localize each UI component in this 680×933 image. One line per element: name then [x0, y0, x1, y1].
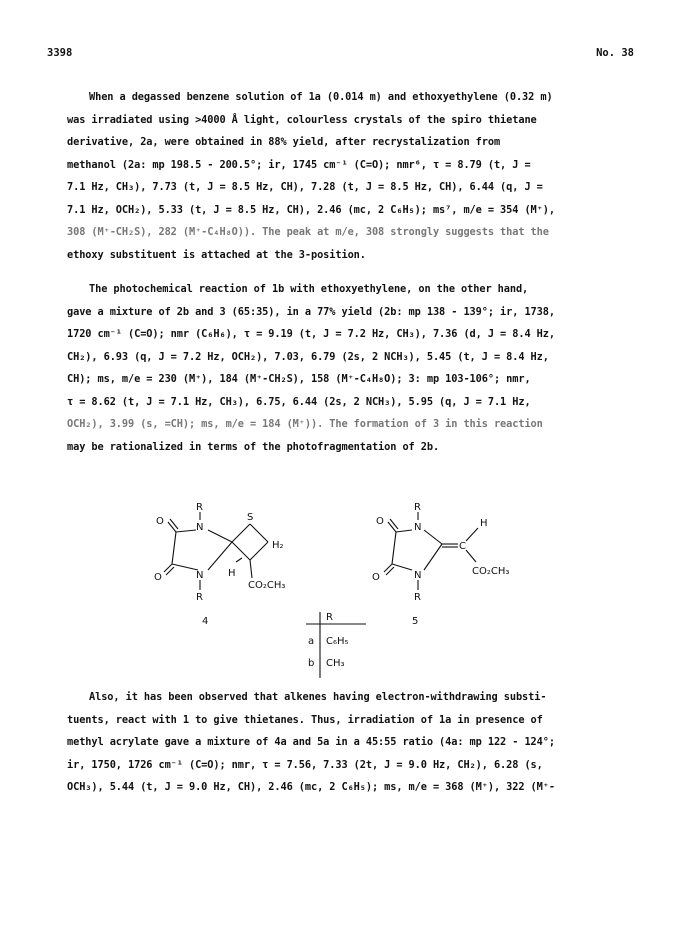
c4-r-bottom: R	[196, 592, 203, 603]
c4-n-bottom: N	[196, 570, 204, 581]
paragraph-2	[67, 278, 627, 458]
text-line: may be rationalized in terms of the photofragmentation of 2b.	[67, 440, 440, 453]
r-table-value-a: C₆H₅	[326, 636, 349, 647]
text-line: 7.1 Hz, OCH₂), 5.33 (t, J = 8.5 Hz, CH), 2.46 (mc, 2 C₆H₅); ms⁷, m/e = 354 (M⁺),	[67, 203, 555, 216]
journal-issue: No. 38	[596, 47, 634, 59]
c5-ester: CO₂CH₃	[472, 566, 510, 577]
c4-h2: H₂	[272, 540, 284, 551]
c5-o-bottom: O	[372, 572, 380, 583]
c5-r-top: R	[414, 502, 421, 513]
text-line: methyl acrylate gave a mixture of 4a and 5a in a 45:55 ratio (4a: mp 122 - 124°;	[67, 736, 555, 748]
compound-5-label: 5	[412, 616, 419, 627]
structures-svg	[140, 484, 580, 684]
text-line: derivative, 2a, were obtained in 88% yield, after recrystalization from	[67, 136, 501, 148]
text-line: was irradiated using >4000 Å light, colourless crystals of the spiro thietane	[67, 113, 537, 126]
text-line: CH); ms, m/e = 230 (M⁺), 184 (M⁺-CH₂S), 158 (M⁺-C₄H₈O); 3: mp 103-106°; nmr,	[67, 373, 531, 385]
c4-r-top: R	[196, 502, 203, 513]
text-line: methanol (2a: mp 198.5 - 200.5°; ir, 1745 cm⁻¹ (C=O); nmr⁶, τ = 8.79 (t, J =	[67, 158, 531, 171]
text-line: Also, it has been observed that alkenes having electron-withdrawing substi-	[89, 691, 547, 703]
text-line: 308 (M⁺-CH₂S), 282 (M⁺-C₄H₈O)). The peak at m/e, 308 strongly suggests that the	[67, 226, 549, 238]
compound-4-label: 4	[202, 616, 209, 627]
text-line: τ = 8.62 (t, J = 7.1 Hz, CH₃), 6.75, 6.44 (2s, 2 NCH₃), 5.95 (q, J = 7.1 Hz,	[67, 395, 531, 408]
chemical-structures-figure	[140, 484, 580, 684]
c5-n-top: N	[414, 522, 422, 533]
text-line: 1720 cm⁻¹ (C=O); nmr (C₆H₆), τ = 9.19 (t, J = 7.2 Hz, CH₃), 7.36 (d, J = 8.4 Hz,	[67, 328, 555, 340]
c5-o-top: O	[376, 516, 384, 527]
c4-o-top: O	[156, 516, 164, 527]
text-line: gave a mixture of 2b and 3 (65:35), in a 77% yield (2b: mp 138 - 139°; ir, 1738,	[67, 305, 555, 318]
page-number: 3398	[47, 47, 73, 59]
c4-ester: CO₂CH₃	[248, 580, 286, 591]
text-line: The photochemical reaction of 1b with ethoxyethylene, on the other hand,	[89, 283, 529, 295]
c5-carbon: C	[459, 541, 466, 552]
r-table-label-a: a	[308, 636, 315, 647]
text-line: 7.1 Hz, CH₃), 7.73 (t, J = 8.5 Hz, CH), 7.28 (t, J = 8.5 Hz, CH), 6.44 (q, J =	[67, 181, 543, 193]
r-table-value-b: CH₃	[326, 658, 345, 669]
c4-o-bottom: O	[154, 572, 162, 583]
text-line: ir, 1750, 1726 cm⁻¹ (C=O); nmr, τ = 7.56, 7.33 (2t, J = 9.0 Hz, CH₂), 6.28 (s,	[67, 758, 543, 771]
text-line: OCH₃), 5.44 (t, J = 9.0 Hz, CH), 2.46 (mc, 2 C₆H₅); ms, m/e = 368 (M⁺), 322 (M⁺-	[67, 781, 555, 793]
text-line: OCH₂), 3.99 (s, =CH); ms, m/e = 184 (M⁺)). The formation of 3 in this reaction	[67, 418, 543, 430]
c5-n-bottom: N	[414, 570, 422, 581]
c5-r-bottom: R	[414, 592, 421, 603]
text-line: ethoxy substituent is attached at the 3-position.	[67, 248, 366, 261]
text-line: CH₂), 6.93 (q, J = 7.2 Hz, OCH₂), 7.03, 6.79 (2s, 2 NCH₃), 5.45 (t, J = 8.4 Hz,	[67, 350, 549, 363]
c4-n-top: N	[196, 522, 204, 533]
c5-h: H	[480, 518, 488, 529]
paragraph-3	[67, 686, 627, 799]
r-table-header: R	[326, 612, 333, 623]
paragraph-1	[67, 86, 627, 266]
c4-sulfur: S	[247, 512, 254, 523]
r-table-label-b: b	[308, 658, 315, 669]
c4-h: H	[228, 568, 236, 579]
text-line: tuents, react with 1 to give thietanes. Thus, irradiation of 1a in presence of	[67, 713, 543, 726]
text-line: When a degassed benzene solution of 1a (0.014 m) and ethoxyethylene (0.32 m)	[89, 91, 553, 103]
